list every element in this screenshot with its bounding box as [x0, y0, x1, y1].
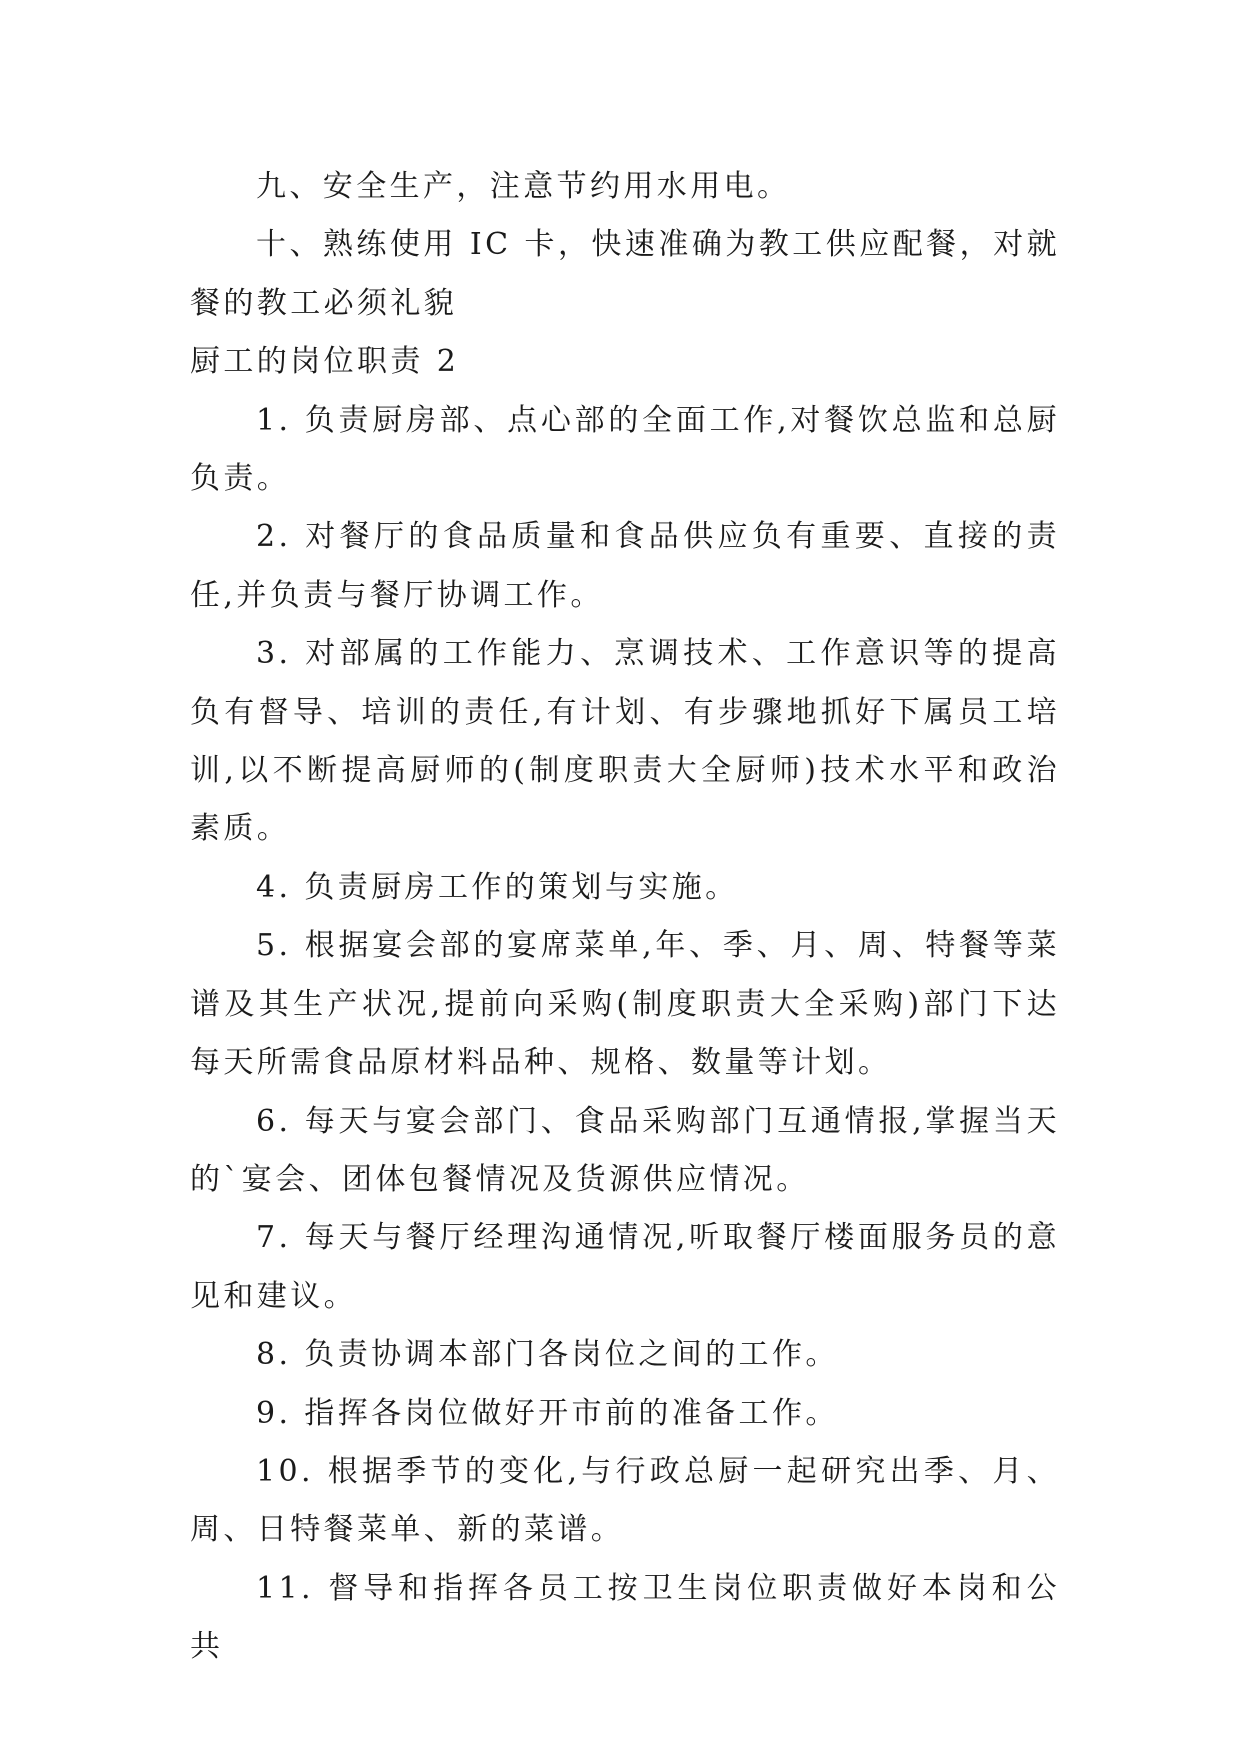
duty-item-10: 10. 根据季节的变化,与行政总厨一起研究出季、月、周、日特餐菜单、新的菜谱。 — [190, 1453, 1060, 1548]
duty-item-4: 4. 负责厨房工作的策划与实施。 — [256, 869, 739, 905]
document-body — [190, 158, 1060, 1677]
duty-item-3: 3. 对部属的工作能力、烹调技术、工作意识等的提高负有督导、培训的责任,有计划、有步骤地抓好下属员工培训,以不断提高厨师的(制度职责大全厨师)技术水平和政治素质。 — [190, 636, 1060, 847]
paragraph-safety: 九、安全生产，注意节约用水用电。 — [256, 169, 791, 204]
duty-item-1: 1. 负责厨房部、点心部的全面工作,对餐饮总监和总厨负责。 — [190, 402, 1060, 497]
paragraph-ic-card: 十、熟练使用 IC 卡，快速准确为教工供应配餐，对就餐的教工必须礼貌 — [190, 227, 1060, 321]
duty-item-8: 8. 负责协调本部门各岗位之间的工作。 — [256, 1337, 839, 1373]
duty-item-11: 11. 督导和指挥各员工按卫生岗位职责做好本岗和公共 — [190, 1570, 1060, 1665]
duty-item-9: 9. 指挥各岗位做好开市前的准备工作。 — [256, 1395, 839, 1431]
duty-item-5: 5. 根据宴会部的宴席菜单,年、季、月、周、特餐等菜谱及其生产状况,提前向采购(制度职责大全采购)部门下达每天所需食品原材料品种、规格、数量等计划。 — [190, 928, 1060, 1081]
section-heading: 厨工的岗位职责 2 — [190, 344, 460, 380]
duty-item-2: 2. 对餐厅的食品质量和食品供应负有重要、直接的责任,并负责与餐厅协调工作。 — [190, 519, 1060, 613]
duty-item-7: 7. 每天与餐厅经理沟通情况,听取餐厅楼面服务员的意见和建议。 — [190, 1220, 1060, 1314]
duty-item-6: 6. 每天与宴会部门、食品采购部门互通情报,掌握当天的`宴会、团体包餐情况及货源供应情况。 — [190, 1103, 1060, 1197]
